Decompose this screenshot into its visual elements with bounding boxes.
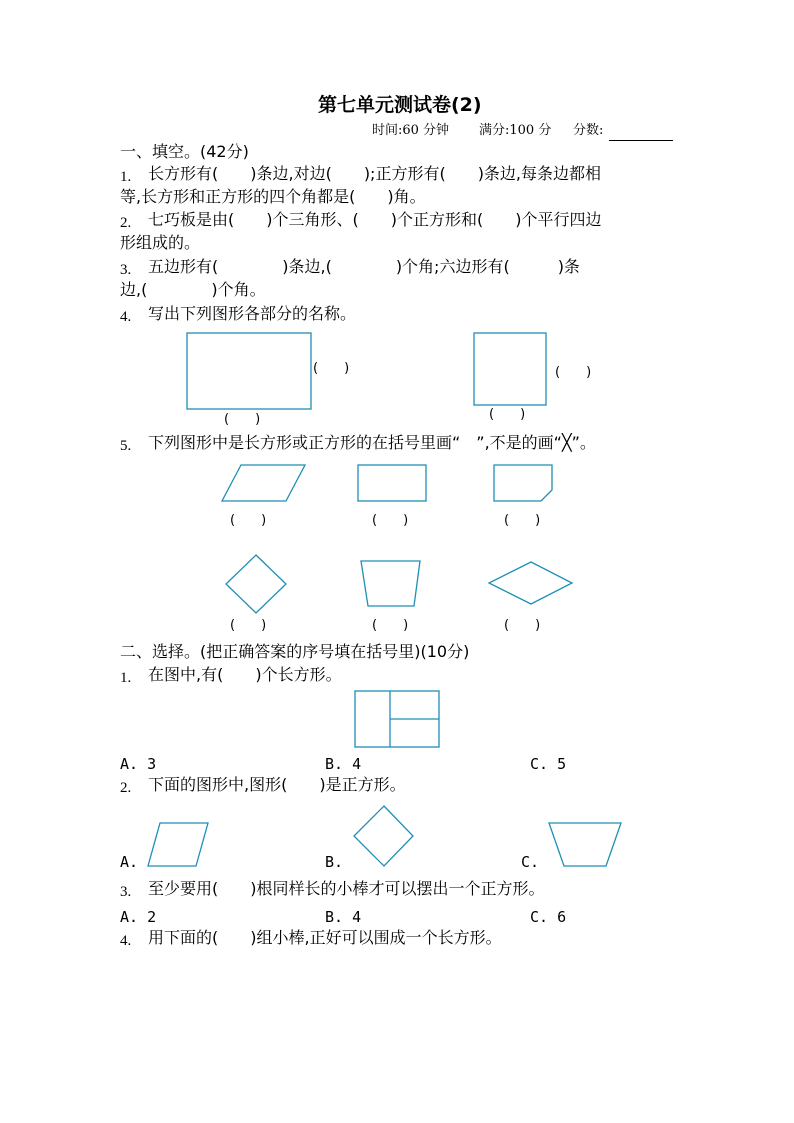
- s2-q2-option-b[interactable]: B.: [325, 853, 344, 871]
- q5-blank-1[interactable]: ( ): [230, 513, 267, 528]
- s2-q4-text: 用下面的( )组小棒,正好可以围成一个长方形。: [148, 928, 502, 947]
- s2-q3-option-b[interactable]: B. 4: [325, 908, 362, 926]
- q2-line1: 七巧板是由( )个三角形、( )个正方形和( )个平行四边: [148, 210, 602, 229]
- q4-square-bottom-blank[interactable]: ( ): [489, 407, 526, 422]
- q5-blank-2[interactable]: ( ): [372, 513, 409, 528]
- s2-q1-text: 在图中,有( )个长方形。: [148, 665, 342, 684]
- q3-number: 3.: [120, 262, 132, 278]
- q1-line1: 长方形有( )条边,对边( );正方形有( )条边,每条边都相: [148, 164, 602, 183]
- full-score-label: 满分:100 分: [479, 123, 552, 138]
- section2-heading: 二、选择。(把正确答案的序号填在括号里)(10分): [120, 642, 470, 661]
- q5-blank-6[interactable]: ( ): [504, 618, 541, 633]
- q5-blank-5[interactable]: ( ): [372, 618, 409, 633]
- q4-text: 写出下列图形各部分的名称。: [148, 304, 357, 323]
- s2-q1-option-a[interactable]: A. 3: [120, 755, 157, 773]
- time-label: 时间:60 分钟: [372, 123, 450, 138]
- page-title: 第七单元测试卷(2): [318, 94, 482, 116]
- s2-q1-option-c[interactable]: C. 5: [530, 755, 567, 773]
- s2-q3-text: 至少要用( )根同样长的小棒才可以摆出一个正方形。: [148, 879, 545, 898]
- q5-number: 5.: [120, 438, 132, 454]
- q4-square-side-blank[interactable]: ( ): [555, 365, 592, 380]
- q3-line1: 五边形有( )条边,( )个角;六边形有( )条: [148, 257, 580, 276]
- q1-number: 1.: [120, 169, 132, 185]
- q1-line2: 等,长方形和正方形的四个角都是( )角。: [120, 187, 426, 206]
- q5-blank-4[interactable]: ( ): [230, 618, 267, 633]
- q5-blank-3[interactable]: ( ): [504, 513, 541, 528]
- section1-heading: 一、填空。(42分): [120, 142, 249, 161]
- s2-q2-parallelogram: [148, 823, 208, 866]
- q4-rect-side-blank[interactable]: ( ): [313, 361, 350, 376]
- s2-q2-number: 2.: [120, 780, 132, 796]
- s2-q4-number: 4.: [120, 933, 132, 949]
- s2-q2-option-a[interactable]: A.: [120, 853, 139, 871]
- s2-q2-option-c[interactable]: C.: [521, 853, 540, 871]
- q4-rect-bottom-blank[interactable]: ( ): [224, 412, 261, 427]
- s2-q3-option-c[interactable]: C. 6: [530, 908, 567, 926]
- s2-q3-number: 3.: [120, 884, 132, 900]
- s2-q2-trapezoid: [549, 823, 621, 866]
- s2-q1-option-b[interactable]: B. 4: [325, 755, 362, 773]
- q3-line2: 边,( )个角。: [120, 280, 266, 299]
- s2-q2-tilted-square: [354, 806, 413, 866]
- q5-text: 下列图形中是长方形或正方形的在括号里画“ ”,不是的画“╳”。: [148, 433, 596, 452]
- s2-q3-option-a[interactable]: A. 2: [120, 908, 157, 926]
- s2-q2-text: 下面的图形中,图形( )是正方形。: [148, 775, 406, 794]
- q2-line2: 形组成的。: [120, 233, 201, 252]
- score-label: 分数:: [573, 123, 604, 138]
- s2-q1-number: 1.: [120, 670, 132, 686]
- q2-number: 2.: [120, 215, 132, 231]
- q4-number: 4.: [120, 309, 132, 325]
